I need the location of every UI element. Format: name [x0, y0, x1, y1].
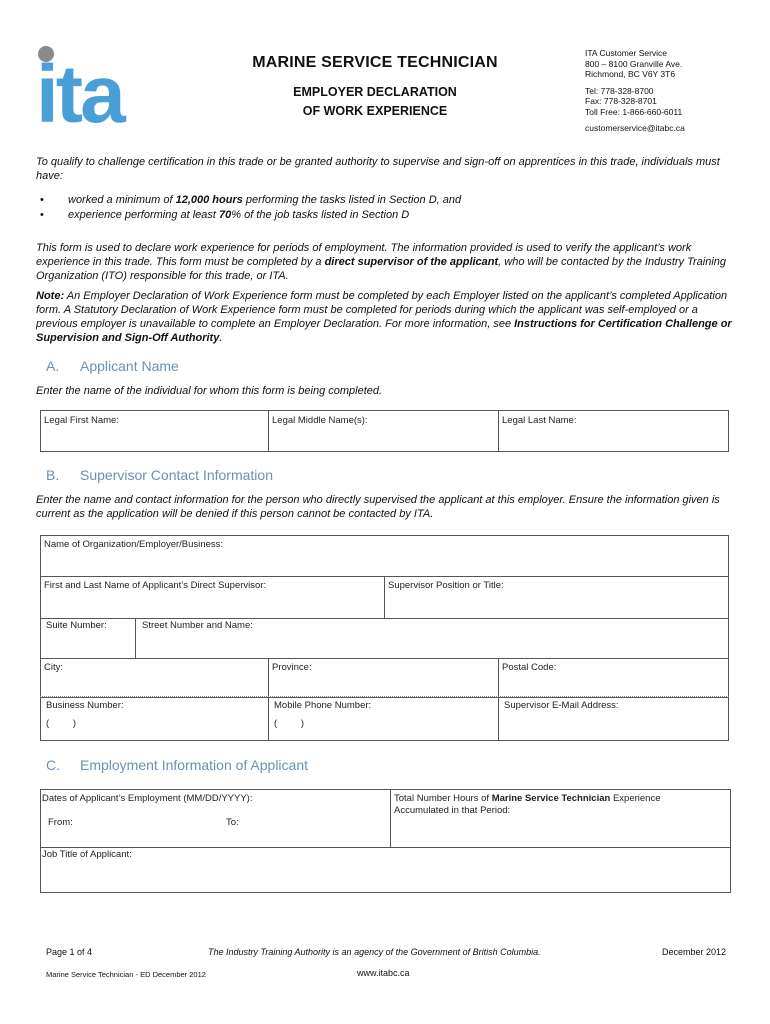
list-item: • experience performing at least 70% of the job tasks listed in Section D	[40, 208, 461, 223]
purpose-paragraph: This form is used to declare work experience for periods of employment. The information provided is used to verify the applicant’s work experience in this trade. This form must be completed by a direct supervisor of the applicant, who will be contacted by the Industry Training Organization (ITO) responsible for this trade, or ITA.	[36, 242, 727, 282]
business-number-field[interactable]: Business Number:	[46, 700, 124, 711]
contact-email[interactable]: customerservice@itabc.ca	[585, 123, 685, 133]
from-date-field[interactable]: From:	[48, 817, 73, 828]
website-link[interactable]: www.itabc.ca	[357, 968, 410, 978]
ita-logo	[36, 44, 148, 128]
page-number: Page 1 of 4	[46, 947, 93, 957]
section-c-heading: C. Employment Information of Applicant	[46, 757, 309, 773]
contact-block: ITA Customer Service 800 – 8100 Granville Ave. Richmond, BC V6Y 3T6 Tel: 778-328-8700 Fax: 778-328-8701 Toll Free: 1-866-660-6011 customerservice@itabc.ca	[585, 48, 685, 133]
section-b-heading: B. Supervisor Contact Information	[46, 467, 273, 483]
intro-paragraph: To qualify to challenge certification in this trade or be granted authority to supervise and sign-off on apprentices in this trade, individuals must have:	[36, 156, 720, 182]
legal-first-name-field[interactable]: Legal First Name:	[44, 415, 119, 426]
supervisor-email-field[interactable]: Supervisor E-Mail Address:	[504, 700, 619, 711]
business-phone-paren: ( )	[46, 718, 77, 729]
form-subtitle: EMPLOYER DECLARATION OF WORK EXPERIENCE	[293, 85, 457, 118]
section-a-instruction: Enter the name of the individual for whom this form is being completed.	[36, 385, 383, 397]
section-b-instruction: Enter the name and contact information for the person who directly supervised the applicant at this employer. Ensure the information given is current as the application will be denied if this person cannot be contacted by ITA.	[36, 494, 720, 520]
supervisor-name-field[interactable]: First and Last Name of Applicant’s Direct Supervisor:	[44, 580, 267, 591]
note-paragraph: Note: An Employer Declaration of Work Experience form must be completed by each Employer listed on the applicant’s completed Application form. A Statutory Declaration of Work Experience form must be completed for periods during which the applicant was self-employed or a previous employer is unavailable to complete an Employer Declaration. For more information, see Instructions for Certification Challenge or Supervision and Sign-Off Authority.	[36, 290, 732, 344]
province-field[interactable]: Province:	[272, 662, 312, 673]
job-title-field[interactable]: Job Title of Applicant:	[42, 849, 132, 860]
postal-code-field[interactable]: Postal Code:	[502, 662, 557, 673]
form-code: Marine Service Technician - ED December 2012	[46, 970, 206, 979]
total-hours-field[interactable]: Total Number Hours of Marine Service Technician Experience Accumulated in that Period:	[394, 793, 661, 816]
requirements-list	[40, 193, 461, 223]
street-field[interactable]: Street Number and Name:	[142, 620, 253, 631]
organization-name-field[interactable]: Name of Organization/Employer/Business:	[44, 539, 223, 550]
legal-last-name-field[interactable]: Legal Last Name:	[502, 415, 577, 426]
city-field[interactable]: City:	[44, 662, 63, 673]
employment-dates-label: Dates of Applicant’s Employment (MM/DD/YYYY):	[42, 793, 253, 804]
footer-date: December 2012	[662, 947, 727, 957]
legal-middle-name-field[interactable]: Legal Middle Name(s):	[272, 415, 368, 426]
supervisor-position-field[interactable]: Supervisor Position or Title:	[388, 580, 504, 591]
suite-number-field[interactable]: Suite Number:	[46, 620, 107, 631]
form-title: MARINE SERVICE TECHNICIAN	[252, 54, 498, 71]
list-item: • worked a minimum of 12,000 hours performing the tasks listed in Section D, and	[40, 193, 461, 208]
agency-statement: The Industry Training Authority is an agency of the Government of British Columbia.	[208, 947, 541, 957]
supervisor-table	[40, 535, 729, 741]
applicant-name-table	[40, 410, 729, 452]
mobile-phone-paren: ( )	[274, 718, 305, 729]
mobile-phone-field[interactable]: Mobile Phone Number:	[274, 700, 372, 711]
logo-text: ita	[36, 49, 123, 128]
section-a-heading: A. Applicant Name	[46, 358, 179, 374]
to-date-field[interactable]: To:	[226, 817, 239, 828]
